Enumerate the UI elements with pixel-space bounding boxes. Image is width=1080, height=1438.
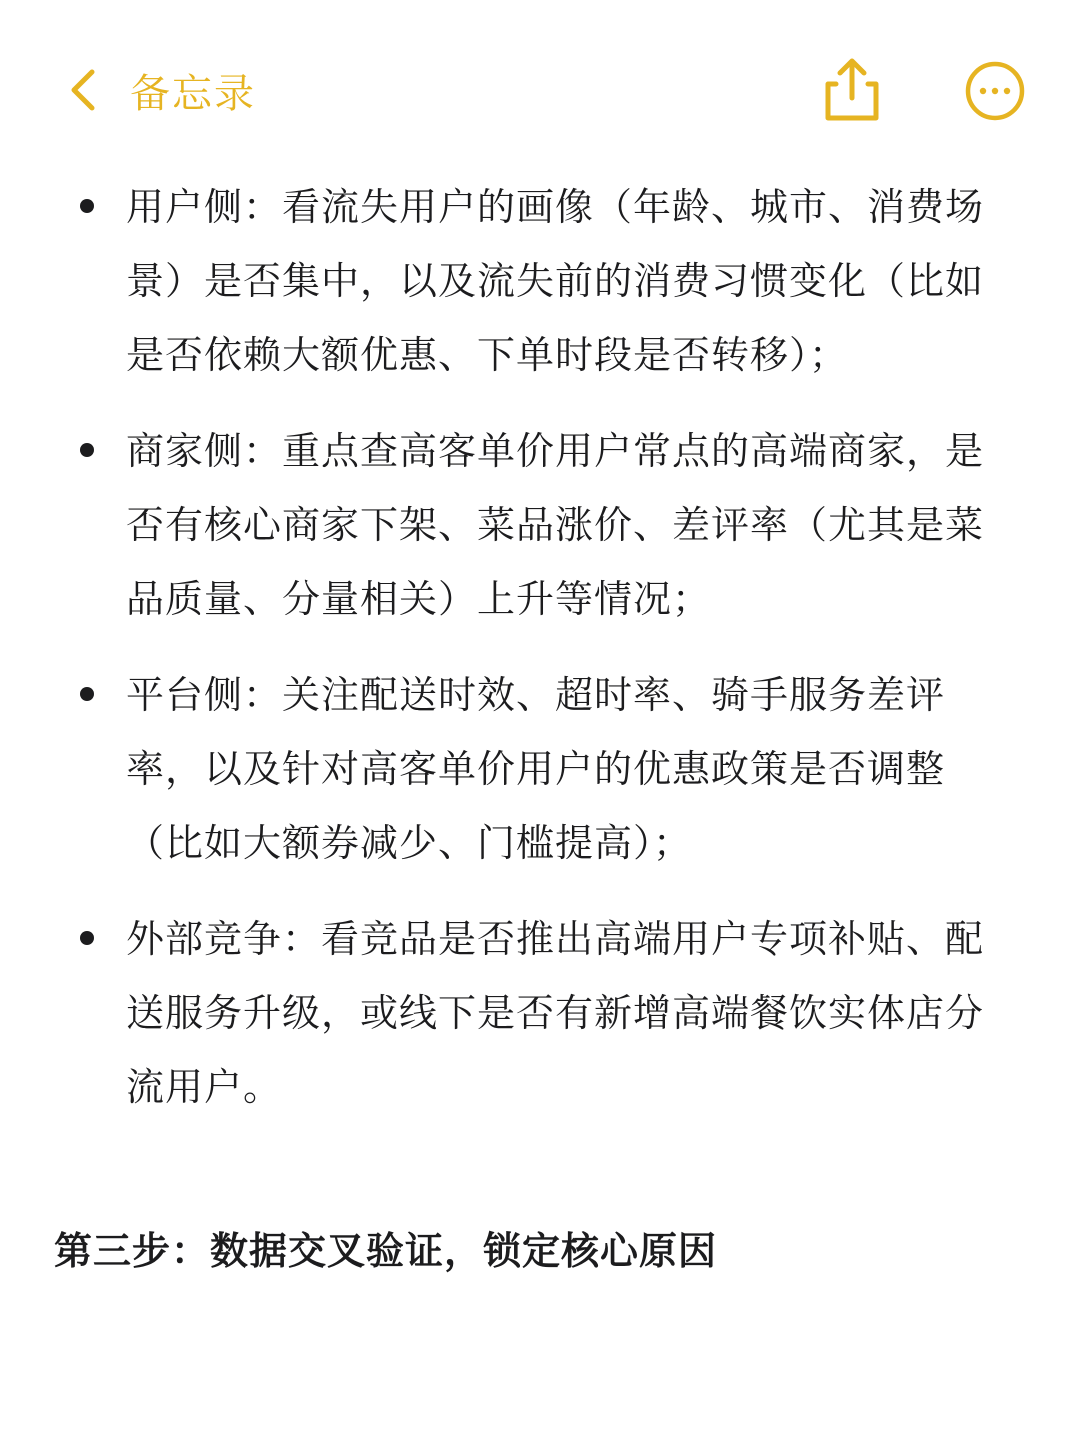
more-button[interactable] [964, 60, 1026, 122]
list-item-text: 用户侧：看流失用户的画像（年龄、城市、消费场景）是否集中，以及流失前的消费习惯变化（比如是否依赖大额优惠、下单时段是否转移）； [126, 185, 985, 377]
list-item [126, 902, 1006, 1124]
list-item-text: 商家侧：重点查高客单价用户常点的高端商家，是否有核心商家下架、菜品涨价、差评率（尤其是菜品质量、分量相关）上升等情况； [126, 429, 985, 621]
list-item [126, 414, 1006, 636]
step-heading: 第三步：数据交叉验证，锁定核心原因 [54, 1229, 718, 1273]
list-item-text: 外部竞争：看竞品是否推出高端用户专项补贴、配送服务升级，或线下是否有新增高端餐饮实体店分流用户。 [126, 917, 985, 1109]
bullet-list [0, 170, 1080, 1124]
bullet-dot [80, 199, 94, 213]
note-body[interactable] [0, 170, 1080, 1146]
back-button-label: 备忘录 [130, 70, 256, 117]
navigation-bar [0, 0, 1080, 180]
share-button[interactable] [820, 56, 884, 124]
chevron-left-icon [62, 66, 102, 114]
bullet-dot [80, 687, 94, 701]
list-item [126, 658, 1006, 880]
bullet-dot [80, 931, 94, 945]
share-icon [820, 56, 884, 124]
list-item-text: 平台侧：关注配送时效、超时率、骑手服务差评率，以及针对高客单价用户的优惠政策是否调整（比如大额券减少、门槛提高）； [126, 673, 946, 865]
list-item [126, 170, 1006, 392]
more-icon [964, 60, 1026, 122]
bullet-dot [80, 443, 94, 457]
back-button[interactable] [62, 58, 256, 122]
